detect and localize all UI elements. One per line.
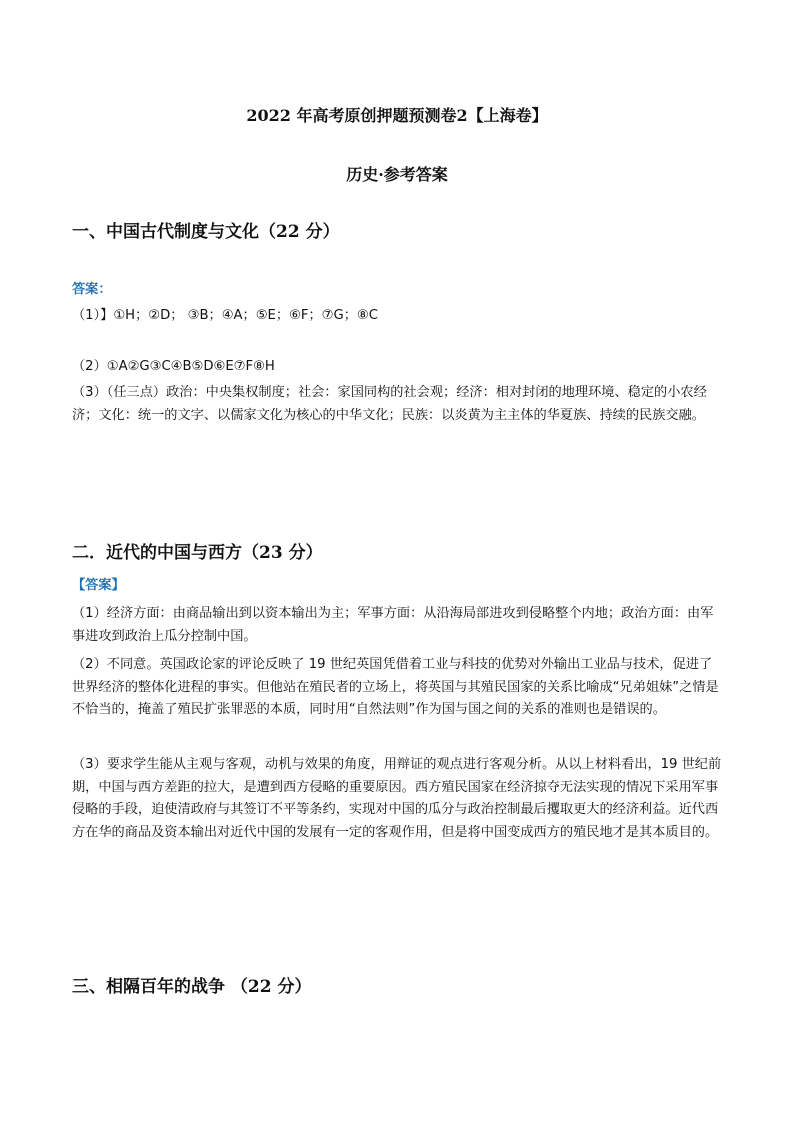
section-1-answer-label: 答案：	[72, 282, 112, 297]
section-1-heading: 一、中国古代制度与文化（22 分）	[72, 222, 340, 242]
section-1-answer-line-2: （2）①A②G③C④B⑤D⑥E⑦F⑧H	[72, 359, 275, 374]
section-2-answer-line-3: （3）要求学生能从主观与客观，动机与效果的角度，用辩证的观点进行客观分析。从以上材料看出，19 世纪前期，中国与西方差距的拉大，是遭到西方侵略的重要原因。西方殖民国家在经济掠夺无法实现的情况下采用军事侵略的手段，迫使清政府与其签订不平等条约，实现对中国的瓜分与政治控制最后攫取更大的经济利益。近代西方在华的商品及资本输出对近代中国的发展有一定的客观作用，但是将中国变成西方的殖民地才是其本质目的。	[72, 757, 722, 840]
section-1-answer-line-3: （3）（任三点）政治：中央集权制度；社会：家国同构的社会观；经济：相对封闭的地理环境、稳定的小农经济；文化：统一的文字、以儒家文化为核心的中华文化；民族：以炎黄为主主体的华夏族、持续的民族交融。	[72, 385, 707, 423]
section-2-answer-line-2: （2）不同意。英国政论家的评论反映了 19 世纪英国凭借着工业与科技的优势对外输出工业品与技术，促进了世界经济的整体化进程的事实。但他站在殖民者的立场上，将英国与其殖民国家的关系比喻成“兄弟姐妹”之情是不恰当的，掩盖了殖民扩张罪恶的本质，同时用“自然法则”作为国与国之间的关系的准则也是错误的。	[72, 657, 719, 717]
section-1-answer-line-1: （1）】①H；②D； ③B；④A；⑤E；⑥F；⑦G；⑧C	[72, 308, 378, 323]
section-3-heading: 三、相隔百年的战争 （22 分）	[72, 977, 312, 997]
section-2-answer-label: 【答案】	[72, 578, 125, 593]
section-2-answer-line-1: （1）经济方面：由商品输出到以资本输出为主；军事方面：从沿海局部进攻到侵略整个内地；政治方面：由军事进攻到政治上瓜分控制中国。	[72, 606, 714, 644]
section-2-heading: 二．近代的中国与西方（23 分）	[72, 543, 323, 563]
document-subtitle: 历史·参考答案	[346, 165, 448, 184]
document-title: 2022 年高考原创押题预测卷2【上海卷】	[246, 106, 548, 125]
